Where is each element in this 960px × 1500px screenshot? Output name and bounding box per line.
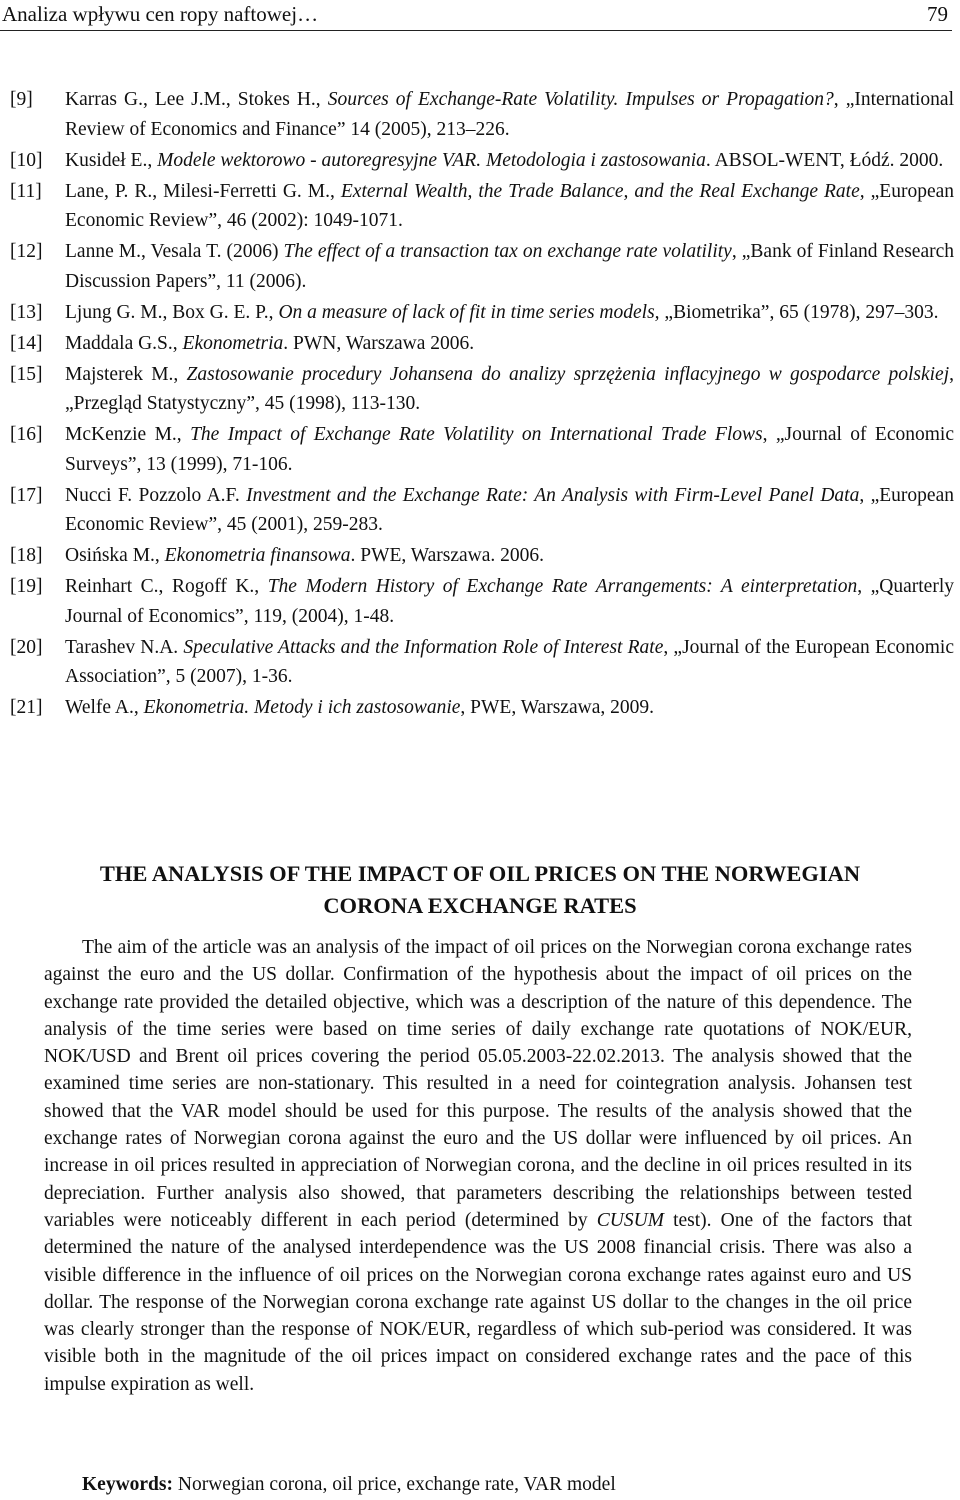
article-title-line-2: CORONA EXCHANGE RATES <box>323 893 637 918</box>
reference-item <box>10 420 954 479</box>
reference-authors: McKenzie M., <box>65 424 191 445</box>
keywords-text: Norwegian corona, oil price, exchange rate, VAR model <box>173 1474 616 1495</box>
reference-item <box>10 633 954 692</box>
reference-title: Zastosowanie procedury Johansena do analizy sprzężenia inflacyjnego w gospodarce polskiej <box>186 363 950 385</box>
reference-list <box>10 85 954 724</box>
reference-title: The Modern History of Exchange Rate Arrangements: A einterpretation <box>267 576 858 597</box>
reference-number: [14] <box>10 332 43 354</box>
reference-item <box>10 572 954 631</box>
article-title-line-1: THE ANALYSIS OF THE IMPACT OF OIL PRICES ON THE NORWEGIAN <box>99 861 861 886</box>
reference-authors: Majsterek M., <box>65 363 187 385</box>
keywords-label: Keywords: <box>82 1474 173 1495</box>
reference-source: , „Journal of the European Economic Association”, 5 (2007), 1-36. <box>65 636 955 687</box>
abstract-paragraph <box>44 934 912 1398</box>
reference-item <box>10 237 954 296</box>
reference-authors: Tarashev N.A. <box>65 636 184 658</box>
reference-authors: Ljung G. M., Box G. E. P., <box>65 301 279 323</box>
reference-number: [13] <box>10 301 43 323</box>
reference-item <box>10 146 954 176</box>
reference-item <box>10 541 954 571</box>
reference-source: , „European Economic Review”, 45 (2001), 259-283. <box>65 484 954 535</box>
reference-item <box>10 177 954 236</box>
reference-authors: Karras G., Lee J.M., Stokes H., <box>65 89 328 110</box>
article-title <box>0 858 960 922</box>
reference-title: Ekonometria. Metody i ich zastosowanie <box>143 697 461 718</box>
reference-number: [9] <box>10 89 33 110</box>
reference-number: [17] <box>10 484 43 506</box>
reference-number: [10] <box>10 149 43 171</box>
reference-item <box>10 298 954 328</box>
abstract-italic-term: CUSUM <box>596 1209 664 1231</box>
running-header <box>0 0 952 31</box>
reference-item <box>10 693 954 723</box>
reference-source: , „Przegląd Statystyczny”, 45 (1998), 113-130. <box>65 363 954 414</box>
reference-source: , PWE, Warszawa, 2009. <box>460 697 654 718</box>
reference-item <box>10 85 954 144</box>
reference-source: , „Bank of Finland Research Discussion Papers”, 11 (2006). <box>65 241 954 292</box>
reference-title: Sources of Exchange-Rate Volatility. Impulses or Propagation? <box>327 89 834 110</box>
reference-title: External Wealth, the Trade Balance, and the Real Exchange Rate, <box>340 180 865 202</box>
reference-title: The effect of a transaction tax on exchange rate volatility <box>283 241 732 262</box>
reference-item <box>10 329 954 359</box>
reference-authors: Lane, P. R., Milesi-Ferretti G. M., <box>65 180 341 202</box>
reference-source: , „Quarterly Journal of Economics”, 119, (2004), 1-48. <box>65 576 954 627</box>
reference-authors: Lanne M., Vesala T. (2006) <box>65 241 284 262</box>
reference-source: . PWE, Warszawa. 2006. <box>350 545 545 566</box>
reference-authors: Reinhart C., Rogoff K., <box>65 576 268 597</box>
reference-title: Modele wektorowo - autoregresyjne VAR. Metodologia i zastosowania <box>157 149 706 171</box>
reference-item <box>10 360 954 419</box>
reference-number: [12] <box>10 241 43 262</box>
reference-number: [20] <box>10 636 43 658</box>
reference-number: [16] <box>10 424 43 445</box>
reference-title: Investment and the Exchange Rate: An Analysis with Firm-Level Panel Data <box>246 484 860 506</box>
reference-source: „Biometrika”, 65 (1978), 297–303. <box>659 301 939 323</box>
reference-title: Ekonometria <box>182 332 284 354</box>
reference-authors: Osińska M., <box>65 545 165 566</box>
reference-source: . ABSOL-WENT, Łódź. 2000. <box>705 149 944 171</box>
reference-number: [15] <box>10 363 43 385</box>
page-number: 79 <box>927 2 948 26</box>
abstract-text-part-2: test). One of the factors that determined the nature of the analysed interdependence was the US 2008 financial crisis. There was also a visible difference in the influence of oil prices on the Norwegian corona exchange rates against euro and US dollar. The response of the Norwegian corona exchange rate against US dollar to the changes in the oil price was clearly stronger than the response of NOK/EUR, regardless of which sub-period was considered. It was visible both in the magnitude of the oil prices impact on considered exchange rates and the pace of this impulse expiration as well. <box>44 1209 913 1395</box>
reference-item <box>10 481 954 540</box>
reference-authors: Maddala G.S., <box>65 332 183 354</box>
reference-source: , „Journal of Economic Surveys”, 13 (1999), 71-106. <box>65 424 954 475</box>
reference-source: „European Economic Review”, 46 (2002): 1049-1071. <box>65 180 954 231</box>
reference-authors: Kusideł E., <box>65 149 158 171</box>
reference-title: On a measure of lack of fit in time series models, <box>278 301 660 323</box>
reference-number: [18] <box>10 545 43 566</box>
keywords-line <box>82 1472 616 1498</box>
abstract-text-part-1: The aim of the article was an analysis of the impact of oil prices on the Norwegian corona exchange rates against the euro and the US dollar. Confirmation of the hypothesis about the impact of oil prices on the exchange rate provided the detailed objective, which was a description of the nature of this dependence. The analysis of the time series were based on time series of daily exchange rate quotations of NOK/EUR, NOK/USD and Brent oil prices covering the period 05.05.2003-22.02.2013. The analysis showed that the examined time series are non-stationary. This resulted in a need for cointegration analysis. Johansen test showed that the VAR model should be used for this purpose. The results of the analysis showed that the exchange rates of Norwegian corona against the euro and the US dollar were influenced by oil prices. An increase in oil prices resulted in appreciation of Norwegian corona, and the decline in oil prices resulted in its depreciation. Further analysis also showed, that parameters describing the relationships between tested variables were noticeably different in each period (determined by <box>44 937 912 1231</box>
reference-authors: Welfe A., <box>65 697 144 718</box>
reference-title: Speculative Attacks and the Information Role of Interest Rate <box>183 636 664 658</box>
reference-title: Ekonometria finansowa <box>164 545 351 566</box>
reference-number: [19] <box>10 576 43 597</box>
running-title: Analiza wpływu cen ropy naftowej… <box>2 2 319 26</box>
reference-title: The Impact of Exchange Rate Volatility on International Trade Flows <box>190 424 763 445</box>
reference-source: , „International Review of Economics and Finance” 14 (2005), 213–226. <box>65 89 954 140</box>
reference-authors: Nucci F. Pozzolo A.F. <box>65 484 247 506</box>
reference-number: [11] <box>10 180 42 202</box>
reference-number: [21] <box>10 697 43 718</box>
reference-source: . PWN, Warszawa 2006. <box>283 332 475 354</box>
